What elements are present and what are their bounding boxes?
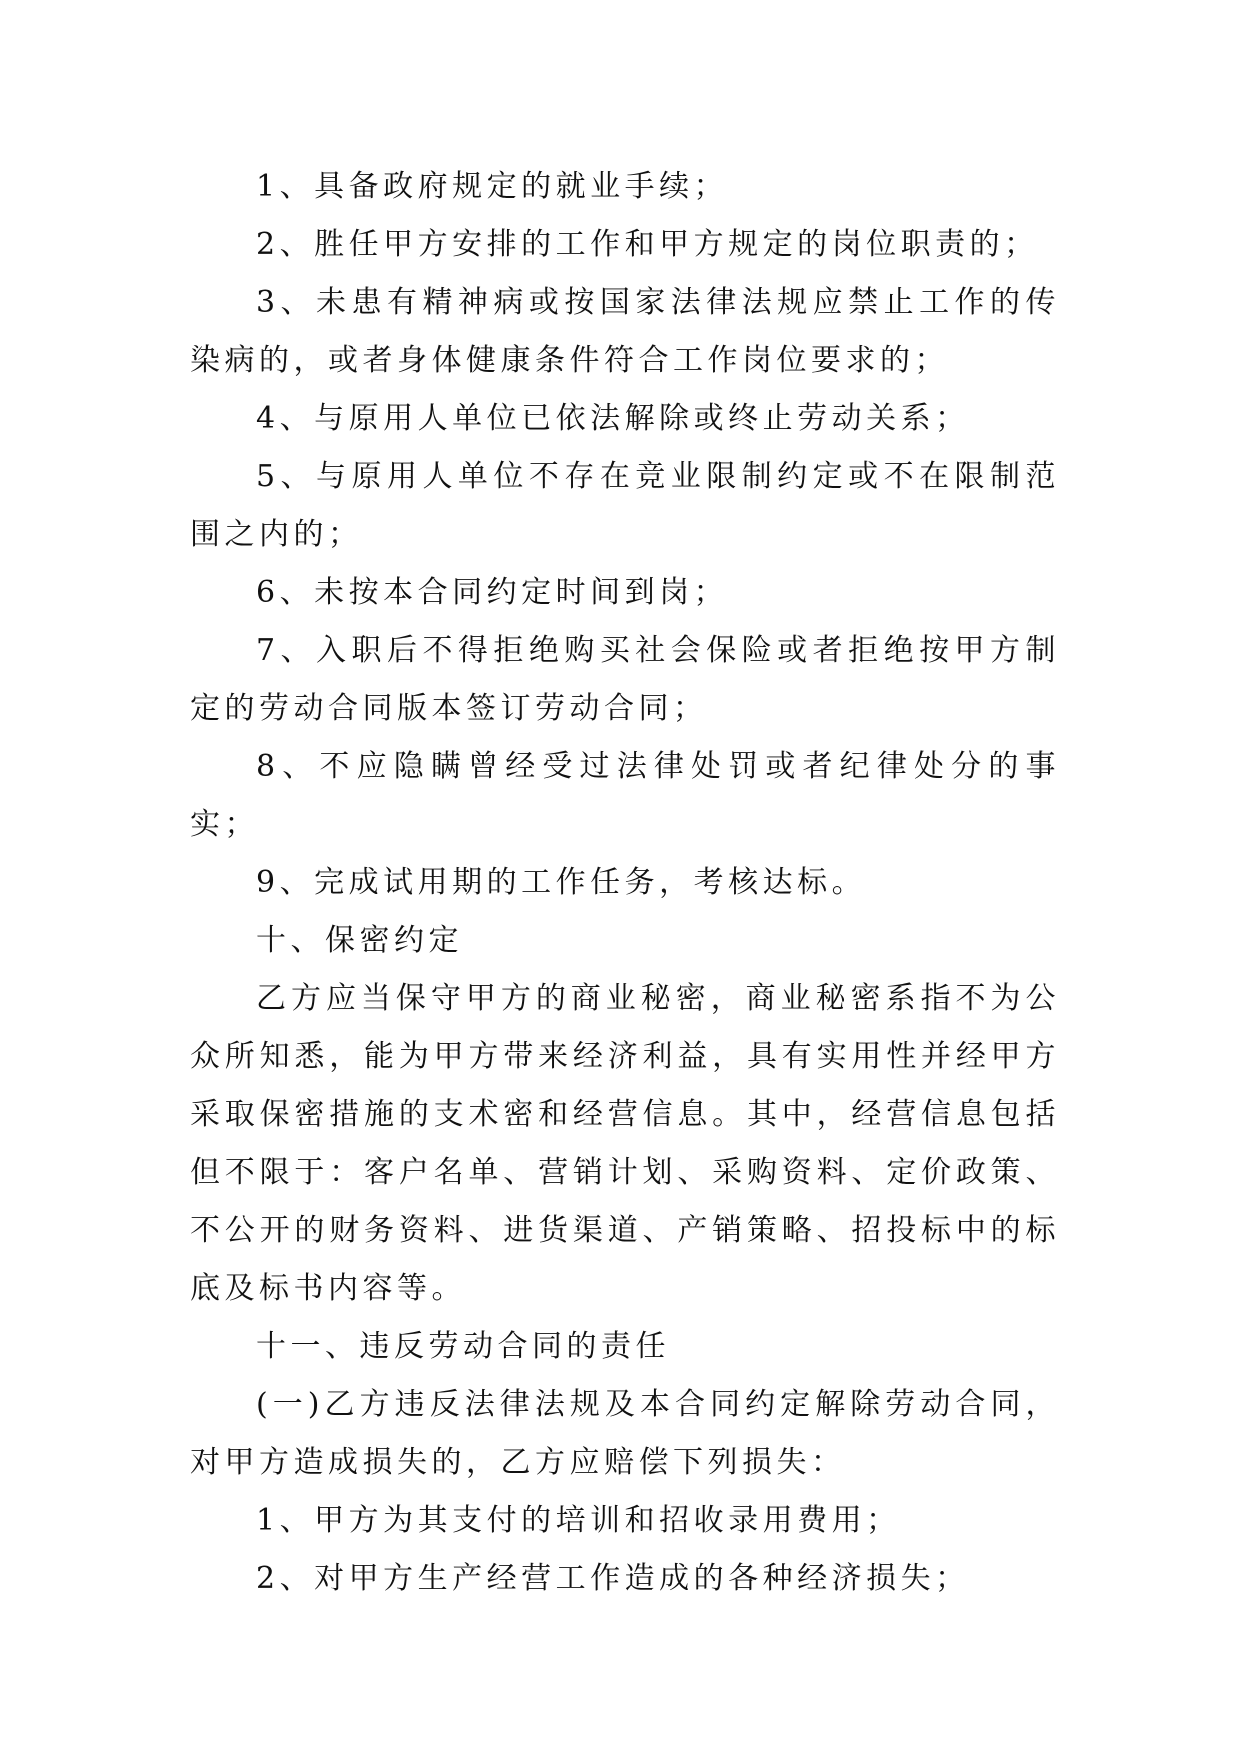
paragraph: 5、与原用人单位不存在竞业限制约定或不在限制范围之内的；	[190, 459, 1060, 552]
section-heading: 十一、违反劳动合同的责任	[256, 1329, 670, 1364]
paragraph: 3、未患有精神病或按国家法律法规应禁止工作的传染病的，或者身体健康条件符合工作岗位要求的；	[190, 285, 1060, 378]
paragraph: 乙方应当保守甲方的商业秘密，商业秘密系指不为公众所知悉，能为甲方带来经济利益，具有实用性并经甲方采取保密措施的支术密和经营信息。其中，经营信息包括但不限于：客户名单、营销计划、采购资料、定价政策、不公开的财务资料、进货渠道、产销策略、招投标中的标底及标书内容等。	[190, 981, 1060, 1306]
paragraph: 1、甲方为其支付的培训和招收录用费用；	[256, 1503, 901, 1538]
paragraph: 2、胜任甲方安排的工作和甲方规定的岗位职责的；	[256, 227, 1039, 262]
paragraph: 4、与原用人单位已依法解除或终止劳动关系；	[256, 401, 970, 436]
paragraph: 7、入职后不得拒绝购买社会保险或者拒绝按甲方制定的劳动合同版本签订劳动合同；	[190, 633, 1060, 726]
section-heading: 十、保密约定	[256, 923, 463, 958]
paragraph: 9、完成试用期的工作任务，考核达标。	[256, 865, 867, 900]
paragraph: 6、未按本合同约定时间到岗；	[256, 575, 729, 610]
document-body	[190, 158, 1060, 1608]
paragraph: (一)乙方违反法律法规及本合同约定解除劳动合同，对甲方造成损失的，乙方应赔偿下列损失：	[190, 1387, 1060, 1480]
paragraph: 2、对甲方生产经营工作造成的各种经济损失；	[256, 1561, 970, 1596]
paragraph: 8、不应隐瞒曾经受过法律处罚或者纪律处分的事实；	[190, 749, 1060, 842]
paragraph: 1、具备政府规定的就业手续；	[256, 169, 729, 204]
